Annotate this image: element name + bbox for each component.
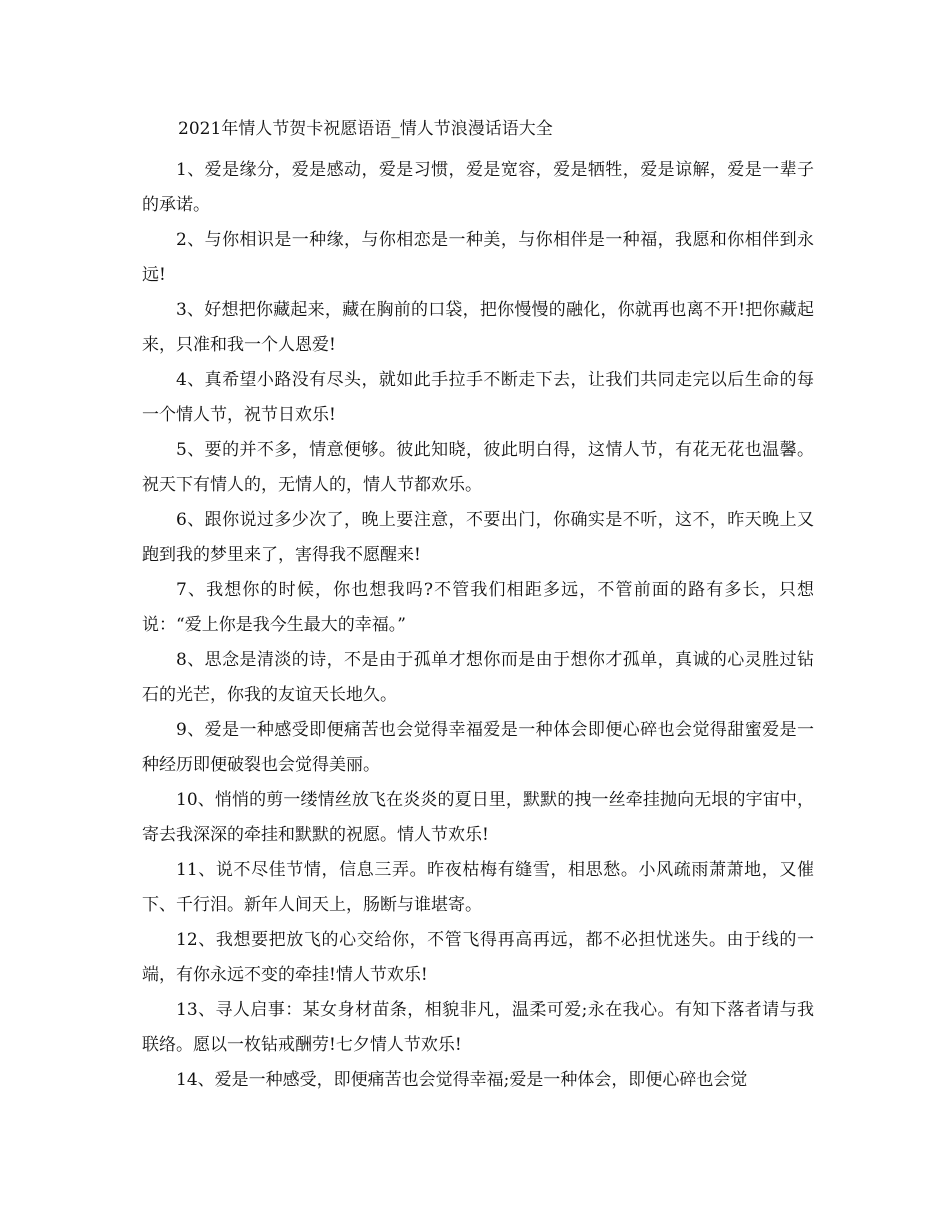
paragraph-9: 9、爱是一种感受即便痛苦也会觉得幸福爱是一种体会即便心碎也会觉得甜蜜爱是一种经历即便破裂也会觉得美丽。	[142, 720, 814, 775]
paragraph-6: 6、跟你说过多少次了，晚上要注意，不要出门，你确实是不听，这不，昨天晚上又跑到我的梦里来了，害得我不愿醒来!	[142, 510, 814, 565]
paragraph-3: 3、好想把你藏起来，藏在胸前的口袋，把你慢慢的融化，你就再也离不开!把你藏起来，只准和我一个人恩爱!	[142, 300, 814, 355]
paragraph-list	[142, 153, 814, 1098]
paragraph-14: 14、爱是一种感受，即便痛苦也会觉得幸福;爱是一种体会，即便心碎也会觉	[176, 1070, 748, 1090]
document-page	[142, 117, 814, 1098]
document-title: 2021年情人节贺卡祝愿语语_情人节浪漫话语大全	[178, 119, 553, 139]
paragraph-1: 1、爱是缘分，爱是感动，爱是习惯，爱是宽容，爱是牺牲，爱是谅解，爱是一辈子的承诺。	[142, 160, 814, 215]
paragraph-10: 10、悄悄的剪一缕情丝放飞在炎炎的夏日里，默默的拽一丝牵挂抛向无垠的宇宙中，寄去我深深的牵挂和默默的祝愿。情人节欢乐!	[142, 790, 814, 845]
paragraph-2: 2、与你相识是一种缘，与你相恋是一种美，与你相伴是一种福，我愿和你相伴到永远!	[142, 230, 814, 285]
paragraph-5: 5、要的并不多，情意便够。彼此知晓，彼此明白得，这情人节，有花无花也温馨。祝天下有情人的，无情人的，情人节都欢乐。	[142, 440, 814, 495]
paragraph-7: 7、我想你的时候，你也想我吗?不管我们相距多远，不管前面的路有多长，只想说：“爱上你是我今生最大的幸福。”	[142, 580, 814, 635]
paragraph-13: 13、寻人启事：某女身材苗条，相貌非凡，温柔可爱;永在我心。有知下落者请与我联络。愿以一枚钻戒酬劳!七夕情人节欢乐!	[142, 1000, 814, 1055]
paragraph-8: 8、思念是清淡的诗，不是由于孤单才想你而是由于想你才孤单，真诚的心灵胜过钻石的光芒，你我的友谊天长地久。	[142, 650, 814, 705]
paragraph-12: 12、我想要把放飞的心交给你，不管飞得再高再远，都不必担忧迷失。由于线的一端，有你永远不变的牵挂!情人节欢乐!	[142, 930, 814, 985]
paragraph-11: 11、说不尽佳节情，信息三弄。昨夜枯梅有缝雪，相思愁。小风疏雨萧萧地，又催下、千行泪。新年人间天上，肠断与谁堪寄。	[142, 860, 814, 915]
paragraph-4: 4、真希望小路没有尽头，就如此手拉手不断走下去，让我们共同走完以后生命的每一个情人节，祝节日欢乐!	[142, 370, 814, 425]
